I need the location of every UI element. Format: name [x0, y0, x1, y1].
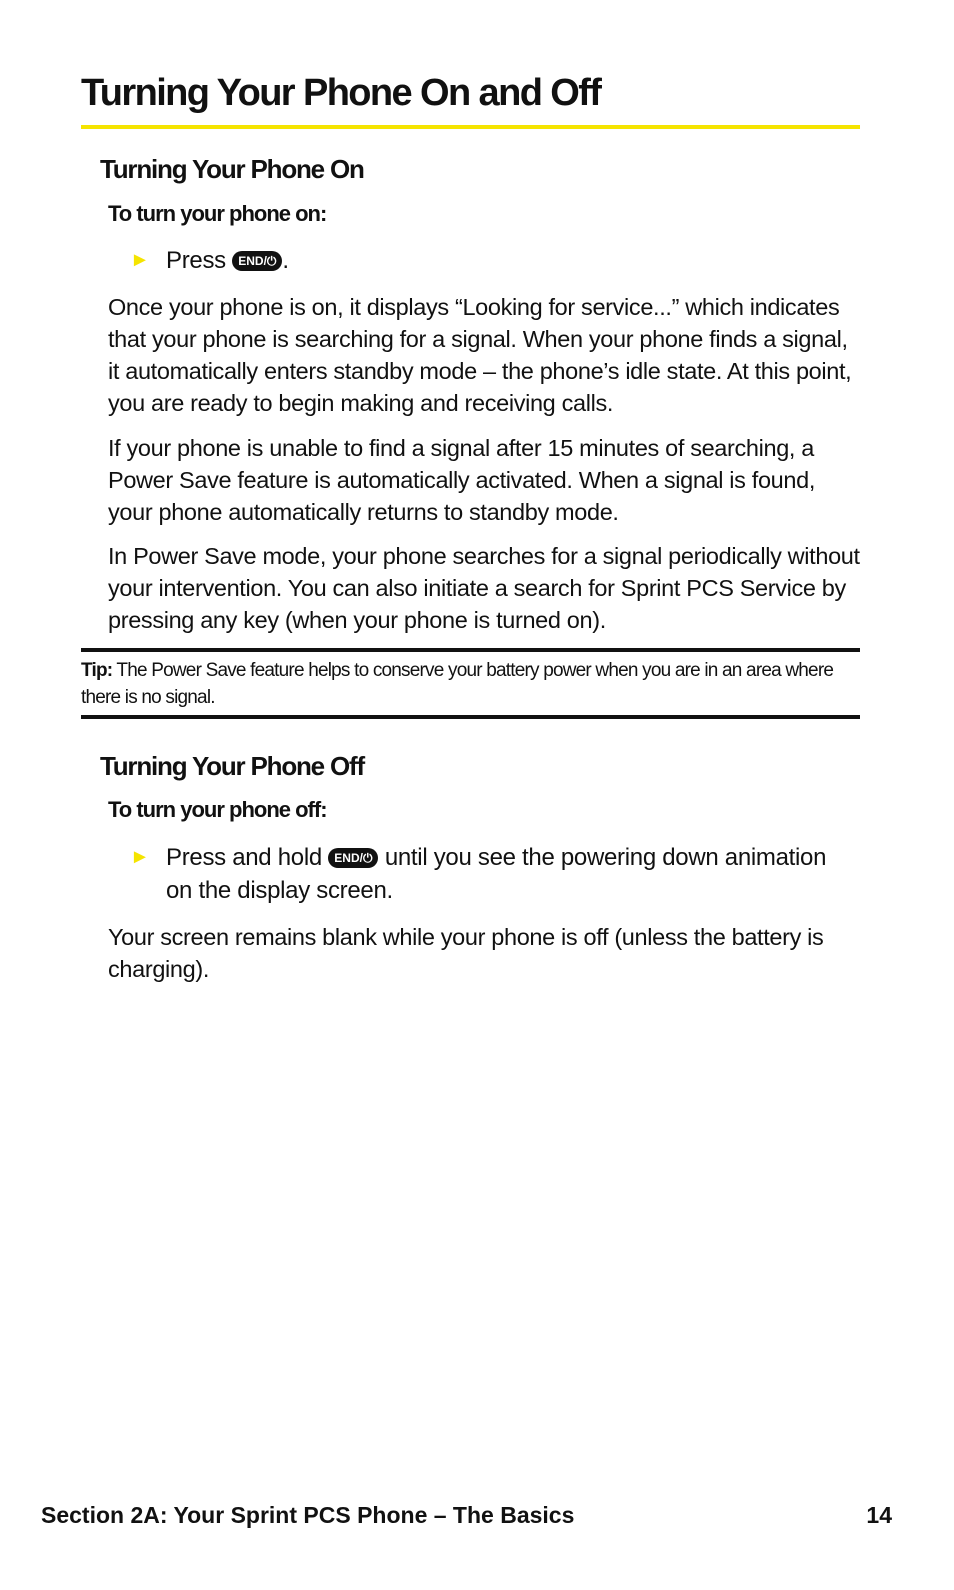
section-heading-off: Turning Your Phone Off — [100, 751, 364, 781]
title-rule — [81, 125, 860, 129]
tip-box — [81, 648, 860, 719]
page-title: Turning Your Phone On and Off — [81, 72, 601, 114]
bullet-arrow-icon: ► — [130, 249, 150, 271]
paragraph-power-save-activation: If your phone is unable to find a signal after 15 minutes of searching, a Power Save feature is automatically activated. When a signal is found, your phone automatically returns to standby mode. — [108, 435, 815, 525]
footer-page-number: 14 — [866, 1502, 892, 1528]
step-press-hold-end — [130, 841, 850, 907]
section-heading-on: Turning Your Phone On — [100, 154, 364, 184]
step-suffix: until you see the powering down animation on the display screen. — [166, 844, 827, 904]
paragraph-looking-for-service: Once your phone is on, it displays “Looking for service...” which indicates that your phone is searching for a signal. When your phone finds a signal, it automatically enters standby mode – the phone’s idle state. At this point, you are ready to begin making and receiving calls. — [108, 294, 852, 416]
paragraph-screen-blank: Your screen remains blank while your phone is off (unless the battery is charging). — [108, 924, 824, 982]
end-key-icon: END/⏻ — [232, 251, 282, 271]
end-key-icon: END/⏻ — [328, 848, 378, 868]
paragraph-power-save-mode: In Power Save mode, your phone searches for a signal periodically without your intervention. You can also initiate a search for Sprint PCS Service by pressing any key (when your phone is turned on). — [108, 543, 860, 633]
tip-text — [81, 652, 860, 711]
tip-label: Tip: — [81, 660, 113, 681]
subheading-on: To turn your phone on: — [108, 201, 327, 226]
footer-section-label: Section 2A: Your Sprint PCS Phone – The Basics — [41, 1502, 575, 1528]
step-prefix: Press — [166, 247, 226, 274]
step-press-end — [130, 244, 850, 277]
bullet-arrow-icon: ► — [130, 846, 150, 868]
step-suffix: . — [282, 247, 289, 274]
step-prefix: Press and hold — [166, 844, 322, 871]
subheading-off: To turn your phone off: — [108, 797, 327, 822]
step-text — [166, 244, 850, 277]
step-text — [166, 841, 850, 907]
tip-body: The Power Save feature helps to conserve your battery power when you are in an area where there is no signal. — [81, 660, 834, 708]
